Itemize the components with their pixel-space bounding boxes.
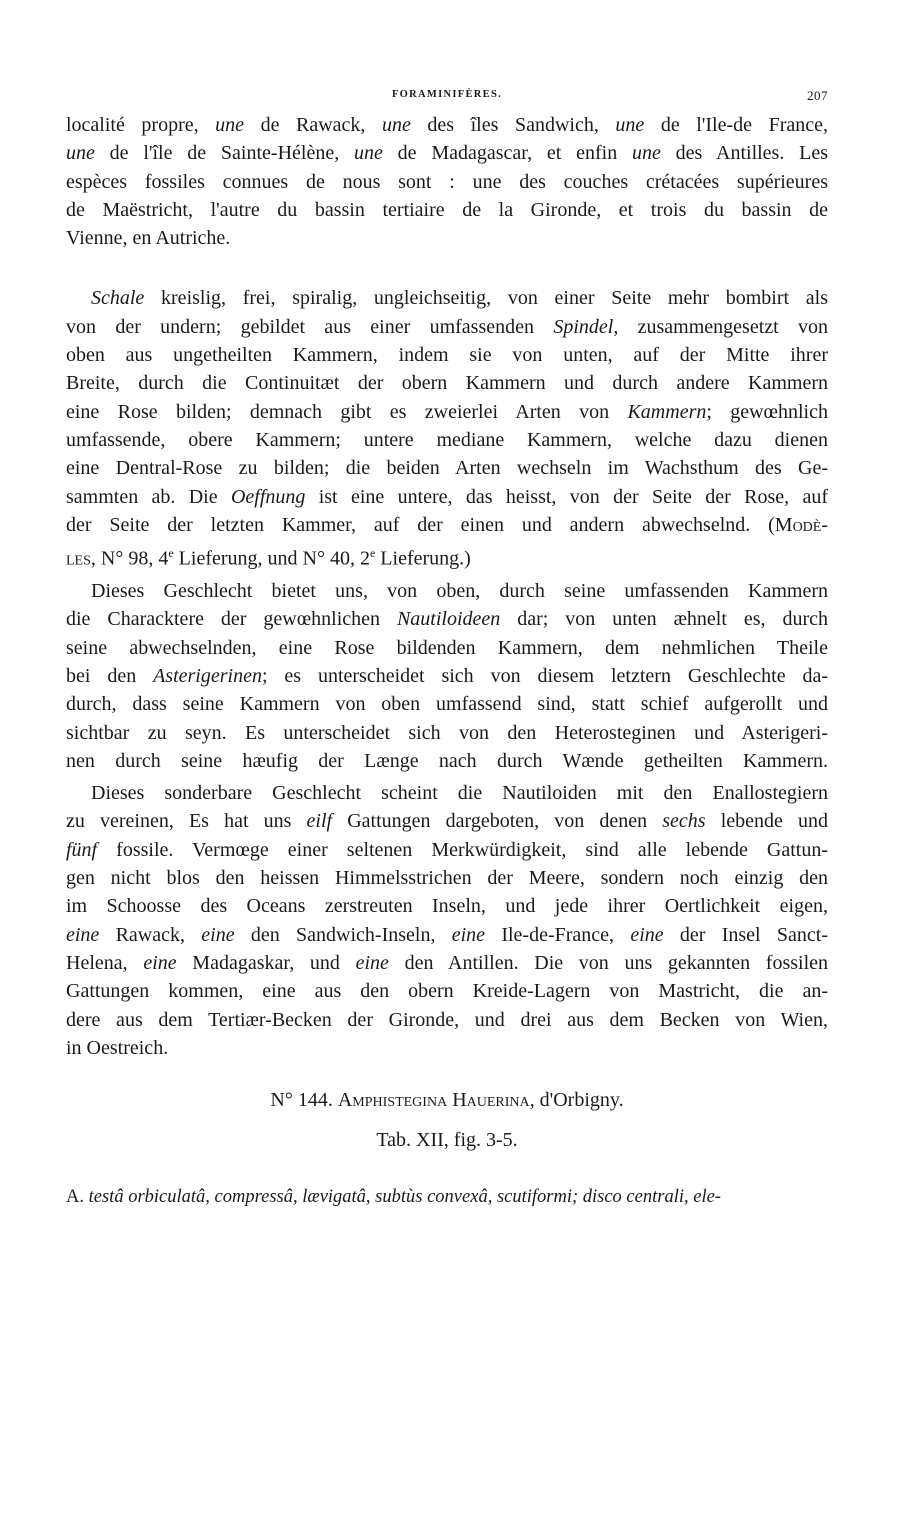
italic-term: Nautiloideen: [396, 608, 501, 631]
text-line: Dieses Geschlecht bietet uns, von oben, durch seine umfassenden Kammern: [91, 580, 828, 603]
species-name: Hauerina: [452, 1089, 530, 1111]
italic-term: Oeffnung: [230, 485, 306, 508]
text-line: in Oestreich.: [66, 1036, 169, 1059]
italic-term: eine: [355, 951, 389, 974]
french-continuation-paragraph: [66, 111, 828, 252]
italic-term: une: [215, 114, 245, 136]
text-line: durch, dass seine Kammern von oben umfassend sind, statt schief aufgerollt und: [66, 693, 828, 716]
diagnosis-text: testâ orbiculatâ, compressâ, lævigatâ, subtùs convexâ, scutiformi; disco centrali, ele-: [88, 1187, 721, 1207]
italic-term: Asterigerinen: [153, 665, 262, 687]
running-head: [66, 89, 828, 107]
superscript: e: [168, 546, 174, 561]
italic-term: Kammern: [627, 400, 707, 423]
italic-term: eine: [451, 923, 486, 946]
italic-term: fünf: [66, 838, 98, 861]
running-title: FORAMINIFÈRES.: [391, 89, 503, 100]
italic-term: sechs: [662, 810, 706, 833]
text-line: Gattungen kommen, eine aus den obern Kreide-Lagern von Mastricht, die an-: [66, 980, 828, 1003]
text-line: sichtbar zu seyn. Es unterscheidet sich von den Heterosteginen und Asterigeri-: [66, 721, 828, 744]
text-line: bei den Asterigerinen; es unterscheidet sich von diesem letztern Geschlechte da-: [66, 665, 828, 687]
text-line: eine Rawack, eine den Sandwich-Inseln, eine Ile-de-France, eine der Insel Sanct-: [66, 923, 828, 946]
text-line: dere aus dem Tertiær-Becken der Gironde, und drei aus dem Becken von Wien,: [66, 1008, 828, 1031]
text-line: les, N° 98, 4e Lieferung, und N° 40, 2e Lieferung.): [66, 546, 471, 570]
text-line: Breite, durch die Continuitæt der obern Kammern und durch andere Kammern: [66, 372, 828, 395]
text-line: de Maëstricht, l'autre du bassin tertiaire de la Gironde, et trois du bassin de: [66, 198, 828, 221]
italic-term: eine: [201, 923, 235, 946]
text-line: espèces fossiles connues de nous sont : une des couches crétacées supérieures: [66, 170, 828, 193]
italic-term: eine: [143, 951, 177, 974]
text-line: seine abwechselnden, eine Rose bildenden Kammern, dem nehmlichen Theile: [66, 636, 828, 659]
text-line: der Seite der letzten Kammer, auf der einen und andern abwechselnd. (Modè-: [66, 513, 828, 536]
italic-term: Spindel: [553, 315, 614, 338]
italic-term: une: [66, 142, 95, 165]
page-number: 207: [807, 88, 828, 103]
german-description-paragraph: [66, 284, 828, 573]
text-line: eine Dentral-Rose zu bilden; die beiden Arten wechseln im Wachsthum des Ge-: [66, 457, 828, 480]
text-line: gen nicht blos den heissen Himmelsstrichen der Meere, sondern noch einzig den: [66, 867, 828, 890]
plate-reference: Tab. XII, fig. 3-5.: [376, 1129, 518, 1151]
text-line: Vienne, en Autriche.: [66, 227, 231, 250]
text-line: oben aus ungetheilten Kammern, indem sie von unten, auf der Mitte ihrer: [66, 344, 828, 367]
italic-term: Schale: [91, 287, 145, 310]
text-line: Schale kreislig, frei, spiralig, ungleichseitig, von einer Seite mehr bombirt als: [91, 287, 828, 310]
text-line: umfassende, obere Kammern; untere mediane Kammern, welche dazu dienen: [66, 428, 828, 451]
italic-term: une: [381, 114, 411, 136]
body-text: [66, 111, 828, 1062]
superscript: e: [369, 546, 376, 561]
text-line: im Schoosse des Oceans zerstreuten Inseln, und jede ihrer Oertlichkeit eigen,: [66, 895, 828, 918]
italic-term: eine: [630, 923, 664, 946]
text-line: sammten ab. Die Oeffnung ist eine untere, das heisst, von der Seite der Rose, auf: [66, 485, 828, 508]
small-caps-term: Modè-: [774, 513, 828, 536]
text-line: von der undern; gebildet aus einer umfassenden Spindel, zusammengesetzt von: [66, 315, 828, 338]
diagnosis-label: A.: [66, 1187, 84, 1207]
text-line: eine Rose bilden; demnach gibt es zweierlei Arten von Kammern; gewœhnlich: [66, 400, 828, 423]
text-line: une de l'île de Sainte-Hélène, une de Madagascar, et enfin une des Antilles. Les: [66, 142, 828, 165]
text-line: fünf fossile. Vermœge einer seltenen Merkwürdigkeit, sind alle lebende Gattun-: [66, 838, 828, 861]
german-distribution-paragraph: [66, 779, 828, 1062]
italic-term: une: [353, 142, 383, 165]
italic-term: eilf: [306, 810, 333, 833]
species-author: , d'Orbigny.: [529, 1089, 624, 1111]
text-line: localité propre, une de Rawack, une des îles Sandwich, une de l'Ile-de France,: [66, 114, 828, 136]
species-number: N° 144.: [270, 1089, 333, 1111]
italic-term: une: [615, 114, 645, 136]
small-caps-term: les: [66, 547, 91, 570]
text-line: Dieses sonderbare Geschlecht scheint die Nautiloiden mit den Enallostegiern: [91, 782, 828, 805]
italic-term: une: [632, 142, 661, 165]
species-heading: [66, 1086, 828, 1114]
text-line: Helena, eine Madagaskar, und eine den Antillen. Die von uns gekannten fossilen: [66, 951, 829, 974]
genus-name: Amphistegina: [337, 1089, 448, 1111]
text-line: die Characktere der gewœhnlichen Nautiloideen dar; von unten æhnelt es, durch: [66, 608, 828, 631]
text-line: nen durch seine hæufig der Længe nach durch Wænde getheilten Kammern.: [66, 749, 828, 772]
latin-diagnosis: [66, 1187, 828, 1208]
german-comparison-paragraph: [66, 577, 828, 775]
italic-term: eine: [66, 923, 100, 946]
text-line: zu vereinen, Es hat uns eilf Gattungen dargeboten, von denen sechs lebende und: [66, 810, 829, 833]
